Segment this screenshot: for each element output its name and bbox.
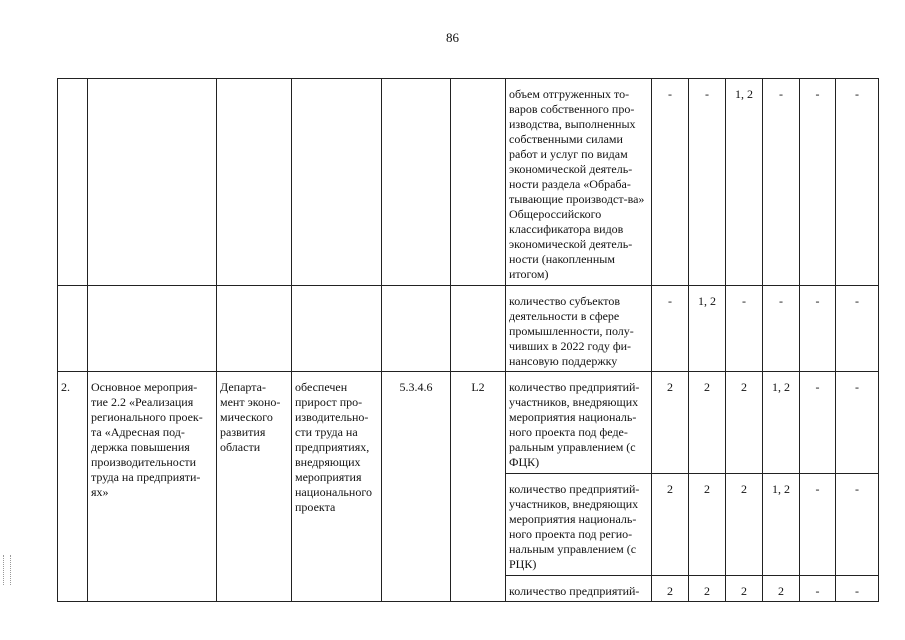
row-number-cell <box>58 79 88 286</box>
value-cell: - <box>689 79 726 286</box>
value-cell: 2 <box>652 474 689 576</box>
level-cell <box>451 286 506 372</box>
event-cell <box>88 79 217 286</box>
value-cell: - <box>800 474 836 576</box>
value-cell: 1, 2 <box>763 372 800 474</box>
indicator-cell: количество предприятий-участников, внедряющих мероприятия националь-ного проекта под регио-нальным управлением (с РЦК) <box>506 474 652 576</box>
value-cell: - <box>800 79 836 286</box>
value-cell: - <box>763 79 800 286</box>
level-cell <box>451 79 506 286</box>
value-cell: 1, 2 <box>763 474 800 576</box>
value-cell: 2 <box>689 372 726 474</box>
value-cell: 2 <box>726 372 763 474</box>
value-cell: - <box>836 286 879 372</box>
value-cell: - <box>836 79 879 286</box>
value-cell: - <box>800 576 836 602</box>
executor-cell <box>217 79 292 286</box>
value-cell: - <box>652 286 689 372</box>
value-cell: - <box>726 286 763 372</box>
result-cell: обеспечен прирост про-изводительно-сти труда на предприятиях, внедряющих мероприятия национального проекта <box>292 372 382 602</box>
value-cell: - <box>800 286 836 372</box>
indicator-cell: количество предприятий- <box>506 576 652 602</box>
table-row <box>58 79 879 286</box>
executor-cell: Департа-мент эконо-мического развития области <box>217 372 292 602</box>
value-cell: 1, 2 <box>689 286 726 372</box>
row-number-cell <box>58 286 88 372</box>
code-cell <box>382 79 451 286</box>
value-cell: 2 <box>689 474 726 576</box>
event-cell <box>88 286 217 372</box>
value-cell: - <box>800 372 836 474</box>
indicator-cell: объем отгруженных то-варов собственного про-изводства, выполненных собственными силами работ и услуг по видам экономической деятель-ности раздела «Обраба-тывающие производст-ва» Общероссийского классификатора видов экономической деятель-ности (накопленным итогом) <box>506 79 652 286</box>
value-cell: - <box>652 79 689 286</box>
indicator-cell: количество субъектов деятельности в сфере промышленности, полу-чивших в 2022 году фи-нансовую поддержку <box>506 286 652 372</box>
value-cell: - <box>836 576 879 602</box>
value-cell: - <box>836 474 879 576</box>
result-cell <box>292 79 382 286</box>
value-cell: - <box>836 372 879 474</box>
result-cell <box>292 286 382 372</box>
indicator-cell: количество предприятий-участников, внедряющих мероприятия националь-ного проекта под феде-ральным управлением (с ФЦК) <box>506 372 652 474</box>
value-cell: 2 <box>726 576 763 602</box>
value-cell: - <box>763 286 800 372</box>
program-table <box>57 78 879 602</box>
value-cell: 2 <box>652 576 689 602</box>
level-cell: L2 <box>451 372 506 602</box>
code-cell: 5.3.4.6 <box>382 372 451 602</box>
executor-cell <box>217 286 292 372</box>
value-cell: 2 <box>726 474 763 576</box>
code-cell <box>382 286 451 372</box>
table-row <box>58 372 879 474</box>
value-cell: 2 <box>763 576 800 602</box>
row-number-cell: 2. <box>58 372 88 602</box>
value-cell: 2 <box>652 372 689 474</box>
page-number: 86 <box>446 30 459 45</box>
event-cell: Основное мероприя-тие 2.2 «Реализация регионального проек-та «Адресная под-держка повышения производительности труда на предприяти-ях» <box>88 372 217 602</box>
table-row <box>58 286 879 372</box>
value-cell: 1, 2 <box>726 79 763 286</box>
scan-margin-mark <box>3 555 11 585</box>
value-cell: 2 <box>689 576 726 602</box>
